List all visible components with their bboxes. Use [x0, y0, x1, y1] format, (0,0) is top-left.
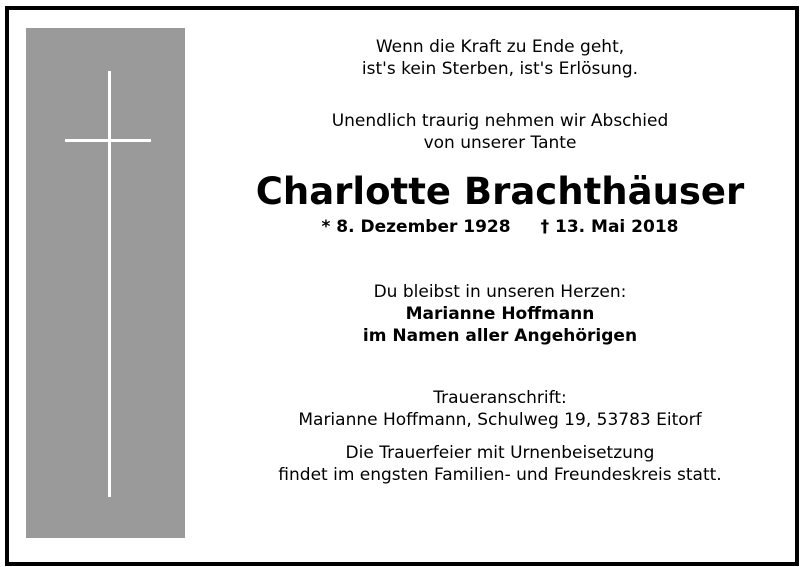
intro-line-2: von unserer Tante: [423, 133, 577, 153]
quote-line-2: ist's kein Sterben, ist's Erlösung.: [361, 59, 639, 79]
life-dates: [220, 216, 780, 238]
farewell-line: Du bleibst in unseren Herzen:: [373, 282, 627, 302]
side-panel: [26, 28, 185, 538]
mourning-address: [220, 387, 780, 431]
quote: [220, 36, 780, 80]
signer-name: Marianne Hoffmann: [405, 304, 595, 324]
cross-icon-horizontal: [65, 139, 151, 142]
ceremony-line-1: Die Trauerfeier mit Urnenbeisetzung: [345, 443, 655, 463]
quote-line-1: Wenn die Kraft zu Ende geht,: [375, 37, 625, 57]
address-text: Marianne Hoffmann, Schulweg 19, 53783 Eitorf: [298, 410, 702, 430]
birth-date: * 8. Dezember 1928: [321, 217, 511, 237]
address-label: Traueranschrift:: [433, 388, 567, 408]
farewell: [220, 281, 780, 347]
ceremony-notice: [220, 442, 780, 486]
intro-line-1: Unendlich traurig nehmen wir Abschied: [331, 111, 669, 131]
obituary-content: [220, 28, 780, 486]
ceremony-line-2: findet im engsten Familien- und Freundeskreis statt.: [278, 465, 722, 485]
family-line: im Namen aller Angehörigen: [362, 326, 638, 346]
deceased-name: Charlotte Brachthäuser: [255, 170, 745, 213]
intro: [220, 110, 780, 154]
cross-icon-vertical: [108, 71, 111, 497]
death-date: † 13. Mai 2018: [540, 217, 679, 237]
